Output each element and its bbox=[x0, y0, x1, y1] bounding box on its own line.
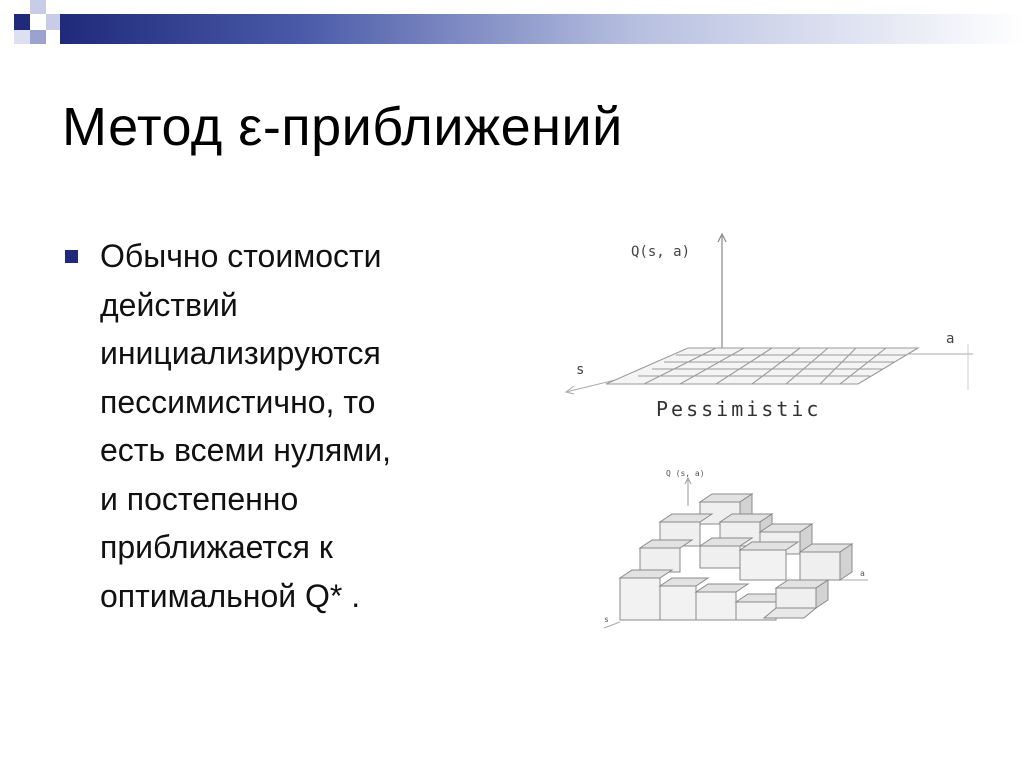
pessimistic-grid-diagram bbox=[558, 224, 988, 424]
optimistic-blocks-diagram bbox=[590, 462, 890, 637]
s-axis-label: s bbox=[576, 362, 585, 378]
pessimistic-figure bbox=[558, 224, 988, 424]
block bbox=[776, 588, 816, 608]
bullet-line: приближается к bbox=[100, 529, 333, 565]
block bbox=[800, 552, 840, 580]
bullet-square-icon bbox=[65, 250, 78, 263]
stacked-blocks bbox=[620, 494, 852, 620]
q-axis-label: Q (s, a) bbox=[666, 469, 705, 478]
block bbox=[696, 592, 736, 620]
header-square-mid bbox=[30, 30, 46, 44]
flat-grid bbox=[606, 348, 918, 384]
header-square-light bbox=[30, 0, 46, 14]
page-title: Метод ε-приближений bbox=[62, 97, 623, 157]
bullet-line: есть всеми нулями, bbox=[100, 432, 391, 468]
block bbox=[700, 546, 740, 568]
header-square-light bbox=[14, 30, 30, 44]
bullet-line: Обычно стоимости bbox=[100, 238, 382, 274]
block bbox=[660, 586, 696, 620]
block bbox=[620, 578, 660, 620]
optimistic-figure bbox=[590, 462, 890, 637]
bullet-line: и постепенно bbox=[100, 480, 299, 517]
bullet-line: действий bbox=[100, 286, 238, 323]
bullet-line: инициализируются bbox=[100, 335, 381, 371]
figure-caption: Pessimistic bbox=[656, 397, 822, 421]
header-decoration bbox=[0, 0, 1024, 50]
header-gradient-bar bbox=[60, 14, 1024, 44]
q-axis-label: Q(s, a) bbox=[631, 244, 691, 260]
bullet-line: оптимальной Q* . bbox=[100, 577, 361, 614]
header-square-dark bbox=[14, 14, 30, 30]
a-axis-label: a bbox=[860, 569, 865, 578]
header-square-light bbox=[46, 14, 60, 30]
a-axis-label: a bbox=[946, 331, 955, 347]
s-axis-label: s bbox=[604, 615, 609, 624]
block bbox=[640, 548, 680, 572]
bullet-line: пессимистично, то bbox=[100, 383, 376, 420]
block bbox=[740, 550, 786, 580]
bullet-text bbox=[100, 232, 500, 620]
